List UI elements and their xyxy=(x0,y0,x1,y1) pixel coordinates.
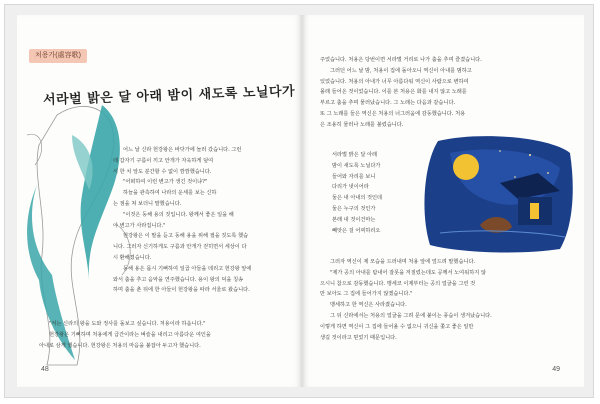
text-line: 만 보아도 그 집에 들어가지 않겠습니다." xyxy=(320,291,413,298)
text-line: 하며 춤을 춘 뒤에 한 아들이 헌강왕을 따라 서울로 왔습니다. xyxy=(113,287,250,294)
section-tag: 처용가(處容歌) xyxy=(29,49,87,63)
text-line: 동해 용은 몹시 기뻐하여 일곱 아들을 데리고 헌강왕 앞에 xyxy=(123,265,252,272)
text-line: 는 점을 쳐 보더니 말했습니다. xyxy=(113,200,182,207)
right-top-paragraph xyxy=(320,55,575,131)
poem-line: 본래 내 것이건마는 xyxy=(332,216,376,223)
poem-line: 빼앗은 걸 어찌하리오 xyxy=(332,227,381,234)
text-line: 이렇게 하면 역신이 그 집에 들어올 수 없으니 귀신을 쫓고 좋은 일만 xyxy=(320,323,474,330)
text-line: 아내로 삼게 했습니다. 헌강왕은 처용의 마음을 붙잡아 두고자 했습니다. xyxy=(39,342,201,349)
poem-line: 들어와 자리를 보니 xyxy=(332,173,376,180)
text-line: 부르고 춤을 추며 물러났습니다. 그 노래는 다음과 같습니다. xyxy=(320,100,456,107)
page-number-right: 49 xyxy=(552,366,560,373)
star-icon xyxy=(547,172,549,174)
text-line: 그 뒤 신라에서는 처용의 얼굴을 그려 문에 붙이는 풍습이 생겨났습니다. xyxy=(330,312,492,319)
text-line: 서 한 치 앞도 분간할 수 없이 깜깜했습니다. xyxy=(113,168,212,175)
poem-line: 서라벌 밝은 달 아래 xyxy=(332,152,378,158)
star-icon xyxy=(514,176,516,178)
text-line: 있었습니다. 처용의 아내가 너무 아름다워 역신이 사람으로 변하여 xyxy=(320,78,469,85)
book-spread xyxy=(4,4,594,398)
poem-line: 다리가 넷이어라 xyxy=(332,184,369,191)
text-line: "이것은 동해 용의 짓입니다. 왕께서 좋은 일을 해 xyxy=(123,211,234,218)
text-line: 주었습니다. 처용은 당번이면 서라벌 거리로 나가 춤을 추며 즐겼습니다. xyxy=(320,57,482,63)
text-line: 또 그 노래를 들은 역신은 처용의 너그러움에 감동했습니다. 처용 xyxy=(320,110,466,117)
text-line: 으시니 참으로 감동했습니다. 맹세코 이제부터는 공의 얼굴을 그린 것 xyxy=(320,280,476,287)
left-bottom-paragraph xyxy=(39,319,294,351)
text-line: 어느 날 신라 헌강왕은 바닷가에 놀러 갔습니다. 그런 xyxy=(123,147,242,153)
page-number-left: 48 xyxy=(41,366,49,373)
text-line: "저는 신라의 왕을 도와 정사를 돌보고 싶습니다. 처용이라 하옵니다." xyxy=(49,321,206,327)
left-page xyxy=(17,15,302,387)
page-title: 서라벌 밝은 달 아래 밤이 새도록 노닐다가 xyxy=(42,84,296,108)
text-line: 생길 것이라고 믿었기 때문입니다. xyxy=(320,334,397,341)
star-icon xyxy=(529,154,531,156)
star-icon xyxy=(499,150,501,152)
text-line: 맹세하고 한 역신은 사라졌습니다. xyxy=(330,302,407,309)
poem-line: 둘은 내 아내의 것인데 xyxy=(332,195,383,202)
night-scene-illustration xyxy=(420,133,574,253)
lit-doorway-shape xyxy=(530,203,539,219)
poem-line: 둘은 누구의 것인가 xyxy=(332,205,376,212)
teal-highlight-shape xyxy=(72,135,93,190)
text-line: 하늘을 관측하여 나라의 운세를 보는 신하 xyxy=(123,190,217,197)
right-page xyxy=(302,15,584,387)
text-line: 몰래 들어온 것이었습니다. 이를 본 처용은 화를 내지 않고 노래를 xyxy=(320,89,467,96)
text-line: 헌강왕은 이 말을 듣고 동해 용을 위해 절을 짓도록 했습 xyxy=(123,233,249,240)
text-line: "제가 공의 아내를 탐내어 잘못을 저질렀는데도 공께서 노여워하지 않 xyxy=(330,269,486,276)
full-moon-icon xyxy=(453,154,479,180)
text-line: 니다. 그러자 신기하게도 구름과 안개가 걷히면서 세상이 다 xyxy=(113,244,247,251)
poem-verse xyxy=(332,150,422,236)
text-line: 데 갑자기 구름이 끼고 안개가 자욱하게 덮여 xyxy=(113,157,214,164)
arm-outline xyxy=(27,134,42,165)
text-line: 야 변고가 사라집니다." xyxy=(113,222,166,229)
text-line: "어떠하여 이런 변고가 생긴 것이냐?" xyxy=(123,179,208,186)
text-line: 시 환해졌습니다. xyxy=(113,254,152,261)
right-bottom-paragraph xyxy=(320,257,575,343)
text-line: 그러자 역신이 제 모습을 드러내며 처용 앞에 엎드려 말했습니다. xyxy=(330,259,476,265)
text-line: 헌강왕은 기뻐하며 처용에게 급간이라는 벼슬을 내리고 아름다운 여인을 xyxy=(49,331,211,338)
left-paragraph xyxy=(113,145,293,296)
poem-line: 밤이 새도록 노닐다가 xyxy=(332,162,381,169)
text-line: 은 조용히 물러나 노래를 불렀습니다. xyxy=(320,121,404,128)
text-line: 그러던 어느 날 밤, 처용이 집에 돌아오니 역신이 아내를 범하고 xyxy=(330,67,472,74)
text-line: 와서 춤을 추고 음악을 연주했습니다. 용이 왕의 덕을 칭송 xyxy=(113,276,244,283)
